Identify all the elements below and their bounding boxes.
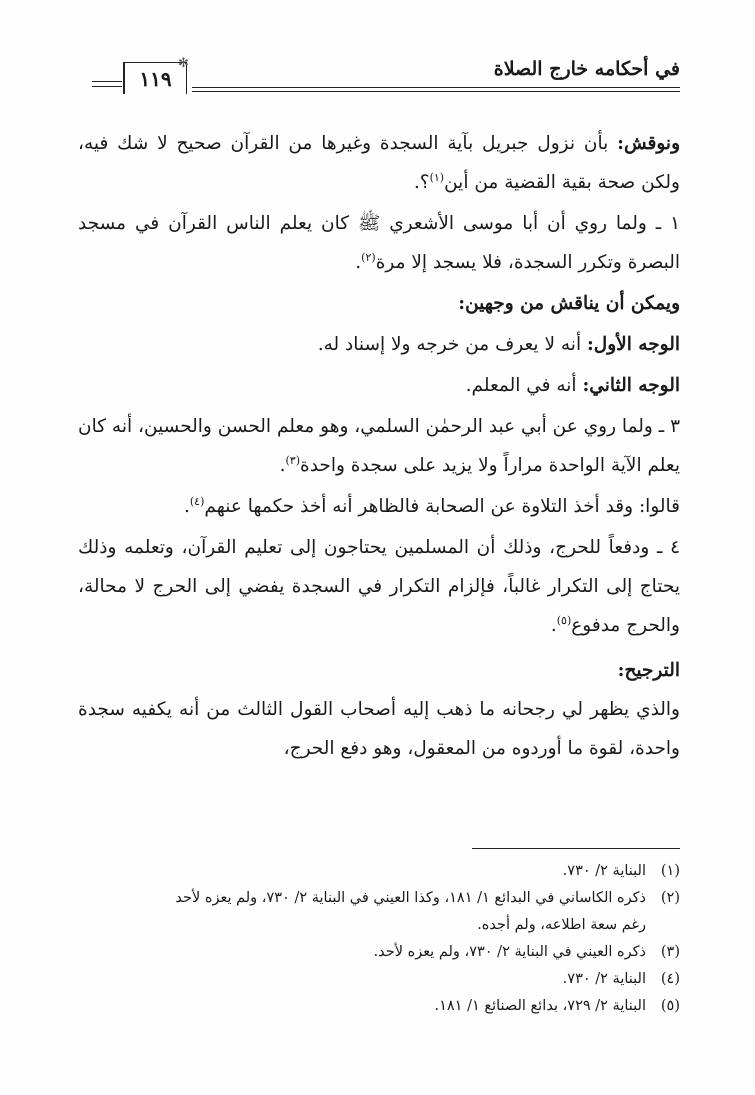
footnote (70, 858, 680, 885)
footnotes (70, 858, 680, 1020)
paragraph-text: بأن نزول جبريل بآية السجدة وغيرها من القرآن صحيح لا شك فيه، ولكن صحة بقية القضية من أين (78, 133, 680, 193)
paragraph-text: ٣ ـ ولما روي عن أبي عبد الرحمٰن السلمي، وهو معلم الحسن والحسين، أنه كان يعلم الآية الواحدة مراراً ولا يزيد على سجدة واحدة (78, 416, 680, 476)
footnote-ref[interactable]: (١) (429, 170, 445, 184)
footnote-text: ذكره الكاساني في البدائع ١/ ١٨١، وكذا العيني في البناية ٢/ ٧٣٠، ولم يعزه لأحد (175, 890, 646, 906)
footnote-text-continued: رغم سعة اطلاعه، ولم أجده. (477, 917, 646, 933)
paragraph-text: أنه في المعلم. (465, 375, 577, 396)
punctuation: . (183, 496, 190, 517)
punctuation: ؟. (413, 172, 430, 193)
paragraph-second-aspect (78, 366, 680, 405)
paragraph-text: قالوا: وقد أخذ التلاوة عن الصحابة فالظاهر أنه أخذ حكمها عنهم (204, 496, 680, 517)
footnote-number: (٢) (660, 890, 680, 906)
footnote-number: (٤) (660, 971, 680, 987)
paragraph-evidence-4 (78, 528, 680, 645)
footnote-number: (٥) (660, 998, 680, 1014)
footnote-text: ذكره العيني في البناية ٢/ ٧٣٠، ولم يعزه لأحد. (373, 944, 646, 960)
footnote-text: البناية ٢/ ٧٢٩، بدائع الصنائع ١/ ١٨١. (434, 998, 646, 1014)
main-text (78, 124, 680, 768)
header-rule-thin (192, 91, 680, 92)
paragraph-subheading: ويمكن أن يناقش من وجهين: (458, 293, 680, 314)
header-rule (192, 87, 680, 88)
paragraph-first-aspect (78, 325, 680, 364)
page-number-ornament: ✻ (178, 56, 189, 71)
term-label: الوجه الثاني: (582, 375, 680, 396)
paragraph-text: ٤ ـ ودفعاً للحرج، وذلك أن المسلمين يحتاجون إلى تعليم القرآن، وتعلمه وذلك يحتاج إلى التكرار غالباً، فإلزام التكرار في السجدة يفضي إلى الحرج لا محالة، والحرج مدفوع (78, 537, 680, 636)
footnote-text: البناية ٢/ ٧٣٠. (562, 971, 646, 987)
punctuation: . (355, 252, 362, 273)
footnote-text: البناية ٢/ ٧٣٠. (562, 863, 646, 879)
footnote-number: (١) (660, 863, 680, 879)
footnote-ref[interactable]: (٤) (189, 494, 205, 508)
footnote (70, 966, 680, 993)
paragraph-evidence-3 (78, 407, 680, 485)
footnote-separator (472, 848, 680, 849)
section-heading: الترجيح: (617, 660, 680, 681)
punctuation: . (550, 615, 557, 636)
footnote-text-block (70, 885, 646, 939)
paragraph-objection (78, 124, 680, 202)
footnote-ref[interactable]: (٥) (556, 613, 572, 627)
page-number: ١١٩ (139, 66, 172, 91)
term-label: ونوقش: (617, 133, 681, 154)
footnote-ref[interactable]: (٢) (361, 250, 376, 264)
footnote-ref[interactable]: (٣) (285, 453, 300, 467)
paragraph-evidence-1 (78, 204, 680, 282)
term-label: الوجه الأول: (586, 334, 680, 355)
paragraph-text: أنه لا يعرف من خرجه ولا إسناد له. (317, 334, 582, 355)
paragraph-they-said (78, 487, 680, 526)
footnote (70, 885, 680, 939)
running-header-title: في أحكامه خارج الصلاة (493, 58, 680, 80)
punctuation: . (279, 455, 286, 476)
header-lead-lines (92, 81, 122, 91)
footnote (70, 993, 680, 1020)
footnote (70, 939, 680, 966)
footnote-number: (٣) (660, 944, 680, 960)
paragraph-text: ١ ـ ولما روي أن أبا موسى الأشعري ﷺ كان يعلم الناس القرآن في مسجد البصرة وتكرر السجدة، فلا يسجد إلا مرة (78, 213, 680, 273)
paragraph-preference: والذي يظهر لي رجحانه ما ذهب إليه أصحاب القول الثالث من أنه يكفيه سجدة واحدة، لقوة ما أوردوه من المعقول، وهو دفع الحرج، (78, 699, 680, 759)
